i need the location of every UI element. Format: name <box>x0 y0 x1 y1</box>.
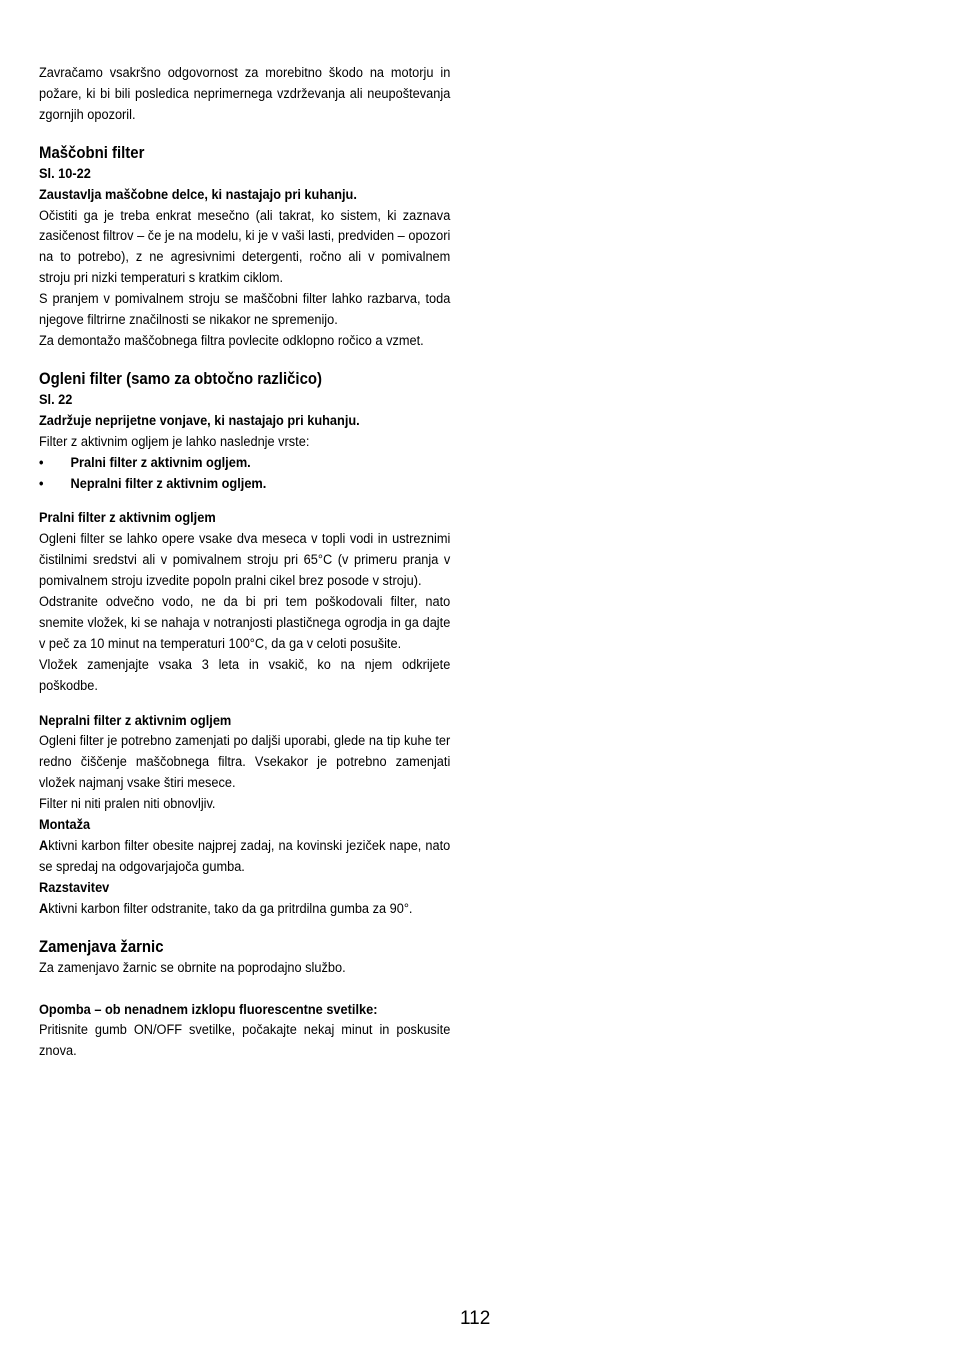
washable-filter-subsection <box>39 508 450 696</box>
carbon-filter-lead: Zadržuje neprijetne vonjave, ki nastajajo pri kuhanju. <box>39 412 360 429</box>
non-washable-filter-paragraph-1: Ogleni filter je potrebno zamenjati po daljši uporabi, glede na tip kuhe ter redno čiščenje maščobnega filtra. Vsekakor je potrebno zamenjati vložek najmanj vsake štiri mesece. <box>39 733 451 792</box>
carbon-filter-heading: Ogleni filter (samo za obtočno različico) <box>39 368 322 388</box>
grease-filter-figure-ref: Sl. 10-22 <box>39 165 91 182</box>
lamps-heading: Zamenjava žarnic <box>39 936 164 956</box>
grease-filter-paragraph-2: S pranjem v pomivalnem stroju se maščobni filter lahko razbarva, toda njegove filtrirne značilnosti se nikakor ne spremenijo. <box>39 291 451 329</box>
note-heading: Opomba – ob nenadnem izklopu fluorescentne svetilke: <box>39 1001 378 1018</box>
carbon-filter-types-intro: Filter z aktivnim ogljem je lahko naslednje vrste: <box>39 433 310 450</box>
carbon-filter-figure-ref: Sl. 22 <box>39 391 73 408</box>
washable-filter-paragraph-3: Vložek zamenjajte vsaka 3 leta in vsakič, ko na njem odkrijete poškodbe. <box>39 656 451 694</box>
lamps-paragraph: Za zamenjavo žarnic se obrnite na poprodajno službo. <box>39 959 346 976</box>
grease-filter-heading: Maščobni filter <box>39 142 145 162</box>
list-item <box>39 453 450 474</box>
non-washable-filter-heading: Nepralni filter z aktivnim ogljem <box>39 712 232 729</box>
grease-filter-paragraph-3: Za demontažo maščobnega filtra povlecite odklopno ročico a vzmet. <box>39 332 424 349</box>
carbon-filter-section <box>39 368 450 920</box>
removal-heading: Razstavitev <box>39 879 110 896</box>
note-paragraph: Pritisnite gumb ON/OFF svetilke, počakajte nekaj minut in poskusite znova. <box>39 1022 451 1060</box>
washable-filter-paragraph-1: Ogleni filter se lahko opere vsake dva meseca v topli vodi in ustreznimi čistilnimi sredstvi ali v pomivalnem stroju pri 65°C (v primeru pranja v pomivalnem stroju izvedite popoln pralni cikel brez posode v stroju). <box>39 531 451 590</box>
bullet-marker: • <box>39 454 44 471</box>
grease-filter-section <box>39 142 450 352</box>
removal-text: ktivni karbon filter odstranite, tako da ga pritrdilna gumba za 90°. <box>48 900 413 917</box>
washable-filter-paragraph-2: Odstranite odvečno vodo, ne da bi pri tem poškodovali filter, nato snemite vložek, ki se nahaja v notranjosti plastičnega ogrodja in ga dajte v peč za 10 minut na temperaturi 100°C, da ga v celoti posušite. <box>39 594 451 652</box>
page-number: 112 <box>460 1308 491 1329</box>
list-item-text: Nepralni filter z aktivnim ogljem. <box>70 475 267 492</box>
removal-initial: A <box>39 900 49 917</box>
washable-filter-heading: Pralni filter z aktivnim ogljem <box>39 510 216 527</box>
non-washable-filter-paragraph-2: Filter ni niti pralen niti obnovljiv. <box>39 796 216 813</box>
mounting-paragraph <box>39 836 450 878</box>
note-section <box>39 1000 450 1063</box>
bullet-marker: • <box>39 475 44 492</box>
carbon-filter-types-list <box>39 453 450 495</box>
lamps-section <box>39 936 450 979</box>
list-item <box>39 474 450 495</box>
mounting-heading: Montaža <box>39 817 91 834</box>
removal-paragraph <box>39 899 450 920</box>
mounting-text: ktivni karbon filter obesite najprej zadaj, na kovinski jeziček nape, nato se spredaj na odgovarjajoča gumba. <box>39 838 451 875</box>
grease-filter-paragraph-1: Očistiti ga je treba enkrat mesečno (ali takrat, ko sistem, ki zaznava zasičenost filtrov – če je na modelu, ki je v vaši lasti, predviden – opozori na to potrebo), z ne agresivnimi detergenti, ročno ali v pomivalnem stroju pri nizki temperaturi s kratkim ciklom. <box>39 207 451 287</box>
intro-paragraph: Zavračamo vsakršno odgovornost za morebitno škodo na motorju in požare, ki bi bili posledica neprimernega vzdrževanja ali neupoštevanja zgornjih opozoril. <box>39 65 451 123</box>
text-column <box>39 63 450 1062</box>
non-washable-filter-subsection <box>39 711 450 920</box>
list-item-text: Pralni filter z aktivnim ogljem. <box>70 454 251 471</box>
grease-filter-lead: Zaustavlja maščobne delce, ki nastajajo pri kuhanju. <box>39 186 357 203</box>
mounting-initial: A <box>39 838 49 854</box>
